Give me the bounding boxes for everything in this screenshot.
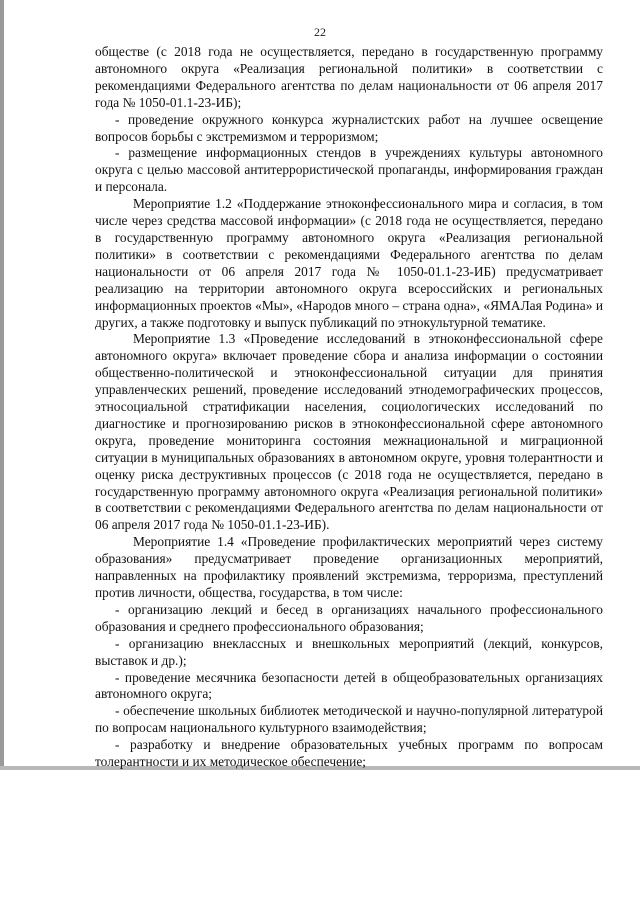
paragraph-measure-1-2: Мероприятие 1.2 «Поддержание этноконфессионального мира и согласия, в том числе через средства массовой информации» (с 2018 года не осуществляется, передано в государственную программу автономного округа «Реализация региональной политики» в соответствии с рекомендациями Федерального агентства по делам национальности от 06 апреля 2017 года № 1050-01.1-23-ИБ) предусматривает реализацию на территории автономного округа всероссийских и региональных информационных проектов «Мы», «Народов много – страна одна», «ЯМАЛая Родина» и других, а также подготовку и выпуск публикаций по этнокультурной тематике. [95,196,603,330]
list-item: - размещение информационных стендов в учреждениях культуры автономного округа с целью массовой антитеррористической пропаганды, информирования граждан и персонала. [95,145,603,195]
list-item: - организацию внеклассных и внешкольных мероприятий (лекций, конкурсов, выставок и др.); [95,635,603,668]
paragraph-measure-1-4: Мероприятие 1.4 «Проведение профилактических мероприятий через систему образования» предусматривает проведение организационных мероприятий, направленных на профилактику проявлений экстремизма, терроризма, преступлений против личности, общества, государства, в том числе: [95,534,603,600]
list-item: - обеспечение школьных библиотек методической и научно-популярной литературой по вопросам национального культурного взаимодействия; [95,703,603,736]
paragraph: обществе (с 2018 года не осуществляется, передано в государственную программу автономного округа «Реализация региональной политики» в соответствии с рекомендациями Федерального агентства по делам национальности от 06 апреля 2017 года № 1050-01.1-23-ИБ); [95,44,603,110]
body-text [95,44,603,771]
list-item: - проведение месячника безопасности детей в общеобразовательных организациях автономного округа; [95,669,603,702]
list-item: - разработку и внедрение образовательных учебных программ по вопросам толерантности и их методическое обеспечение; [95,737,603,770]
list-item: - проведение окружного конкурса журналистских работ на лучшее освещение вопросов борьбы с экстремизмом и терроризмом; [95,111,603,144]
scan-left-edge [0,0,4,770]
page-number: 22 [314,25,326,39]
list-item: - организацию лекций и бесед в организациях начального профессионального образования и среднего профессионального образования; [95,601,603,634]
paragraph-measure-1-3: Мероприятие 1.3 «Проведение исследований в этноконфессиональной сфере автономного округа» включает проведение сбора и анализа информации о состоянии общественно-политической и этноконфессиональной ситуации для принятия управленческих решений, проведение исследований этнодемографических процессов, этносоциальной стратификации населения, социологических исследований по диагностике и прогнозированию рисков в этноконфессиональной сфере автономного округа, проведение мониторинга состояния межнациональной и миграционной ситуации в муниципальных образованиях в автономном округе, уровня толерантности и оценку риска деструктивных процессов (с 2018 года не осуществляется, передано в государственную программу автономного округа «Реализация региональной политики» в соответствии с рекомендациями Федерального агентства по делам национальности от 06 апреля 2017 года № 1050-01.1-23-ИБ). [95,331,603,533]
